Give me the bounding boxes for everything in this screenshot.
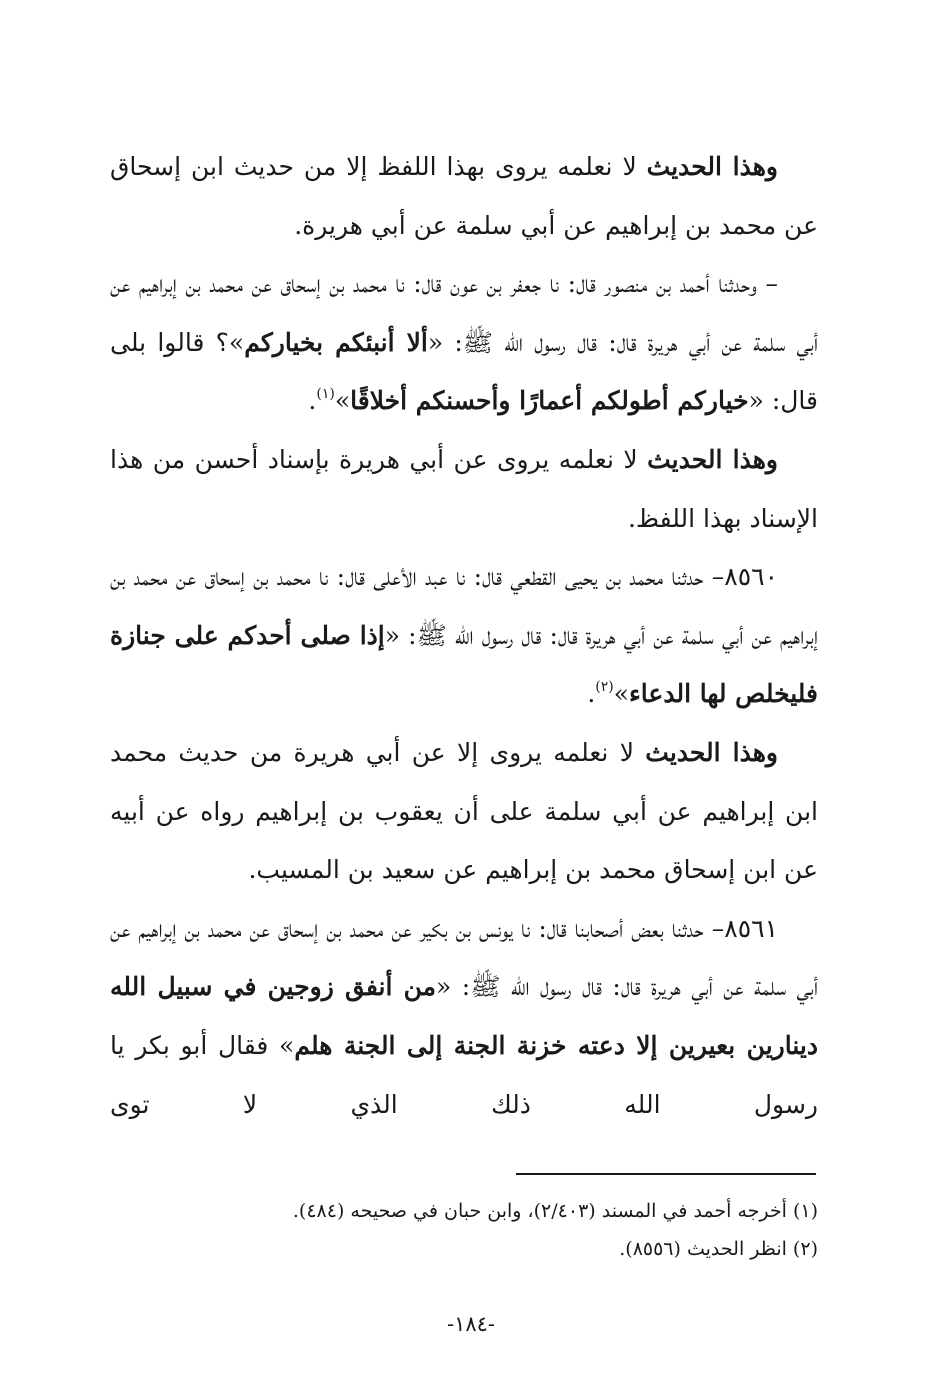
- footnote-2: (٢) انظر الحديث (٨٥٥٦).: [619, 1238, 818, 1260]
- text-run: » فقال أبو بكر يا رسول الله ذلك الذي لا توى: [110, 1030, 818, 1119]
- bold-text: خياركم أطولكم أعمارًا وأحسنكم أخلاقًا: [350, 386, 749, 416]
- footnote-ref: (١): [316, 386, 335, 403]
- paragraph: [110, 431, 818, 548]
- text-run: »؟ قالوا بلى قال: «: [110, 327, 818, 416]
- footnote-1: (١) أخرجه أحمد في المسند (٢/٤٠٣)، وابن حبان في صحيحه (٤٨٤).: [292, 1200, 818, 1222]
- paragraph: [110, 900, 818, 1134]
- bold-text: إذا صلى أحدكم على جنازة فليخلص لها الدعاء: [110, 620, 818, 709]
- page-body: [110, 138, 818, 1134]
- text-run: .: [308, 386, 317, 416]
- footnote-separator: [516, 1173, 816, 1175]
- paragraph: [110, 724, 818, 900]
- text-run: .: [587, 679, 596, 709]
- bold-text: من أنفق زوجين في سبيل الله دينارين بعيرين إلا دعته خزنة الجنة إلى الجنة هلم: [110, 972, 818, 1060]
- footnotes: [110, 1192, 818, 1268]
- text-run: »: [613, 679, 630, 709]
- bold-text: وهذا الحديث: [645, 737, 778, 767]
- bold-text: ألا أنبئكم بخياركم: [244, 327, 428, 357]
- text-run: ٨٥٦٠– حدثنا محمد بن يحيى القطعي قال: نا عبد الأعلى قال: نا محمد بن إسحاق عن محمد بن إبراهيم عن أبي سلمة عن أبي هريرة قال: قال رسول الله ﷺ: «: [110, 562, 819, 650]
- paragraph: [110, 255, 818, 431]
- paragraph: [110, 548, 818, 724]
- text-run: »: [334, 386, 351, 416]
- bold-text: وهذا الحديث: [646, 152, 778, 181]
- page-number: -١٨٤-: [446, 1312, 496, 1336]
- text-run: لا نعلمه يروى عن أبي هريرة بإسناد أحسن من هذا الإسناد بهذا اللفظ.: [110, 444, 818, 533]
- text-run: لا نعلمه يروى إلا عن أبي هريرة من حديث محمد ابن إبراهيم عن أبي سلمة على أن يعقوب بن إبراهيم رواه عن أبيه عن ابن إسحاق محمد بن إبراهيم عن سعيد بن المسيب.: [110, 737, 818, 885]
- text-run: – وحدثنا أحمد بن منصور قال: نا جعفر بن عون قال: نا محمد بن إسحاق عن محمد بن إبراهيم عن أبي سلمة عن أبي هريرة قال: قال رسول الله ﷺ: «: [110, 269, 819, 357]
- text-run: لا نعلمه يروى بهذا اللفظ إلا من حديث ابن إسحاق عن محمد بن إبراهيم عن أبي سلمة عن أبي هريرة.: [110, 152, 818, 240]
- paragraph: [110, 138, 818, 255]
- bold-text: وهذا الحديث: [647, 444, 778, 474]
- text-run: ٨٥٦١– حدثنا بعض أصحابنا قال: نا يونس بن بكير عن محمد بن إسحاق عن محمد بن إبراهيم عن أبي سلمة عن أبي هريرة قال: قال رسول الله ﷺ: «: [110, 913, 818, 1002]
- footnote-ref: (٢): [595, 679, 614, 696]
